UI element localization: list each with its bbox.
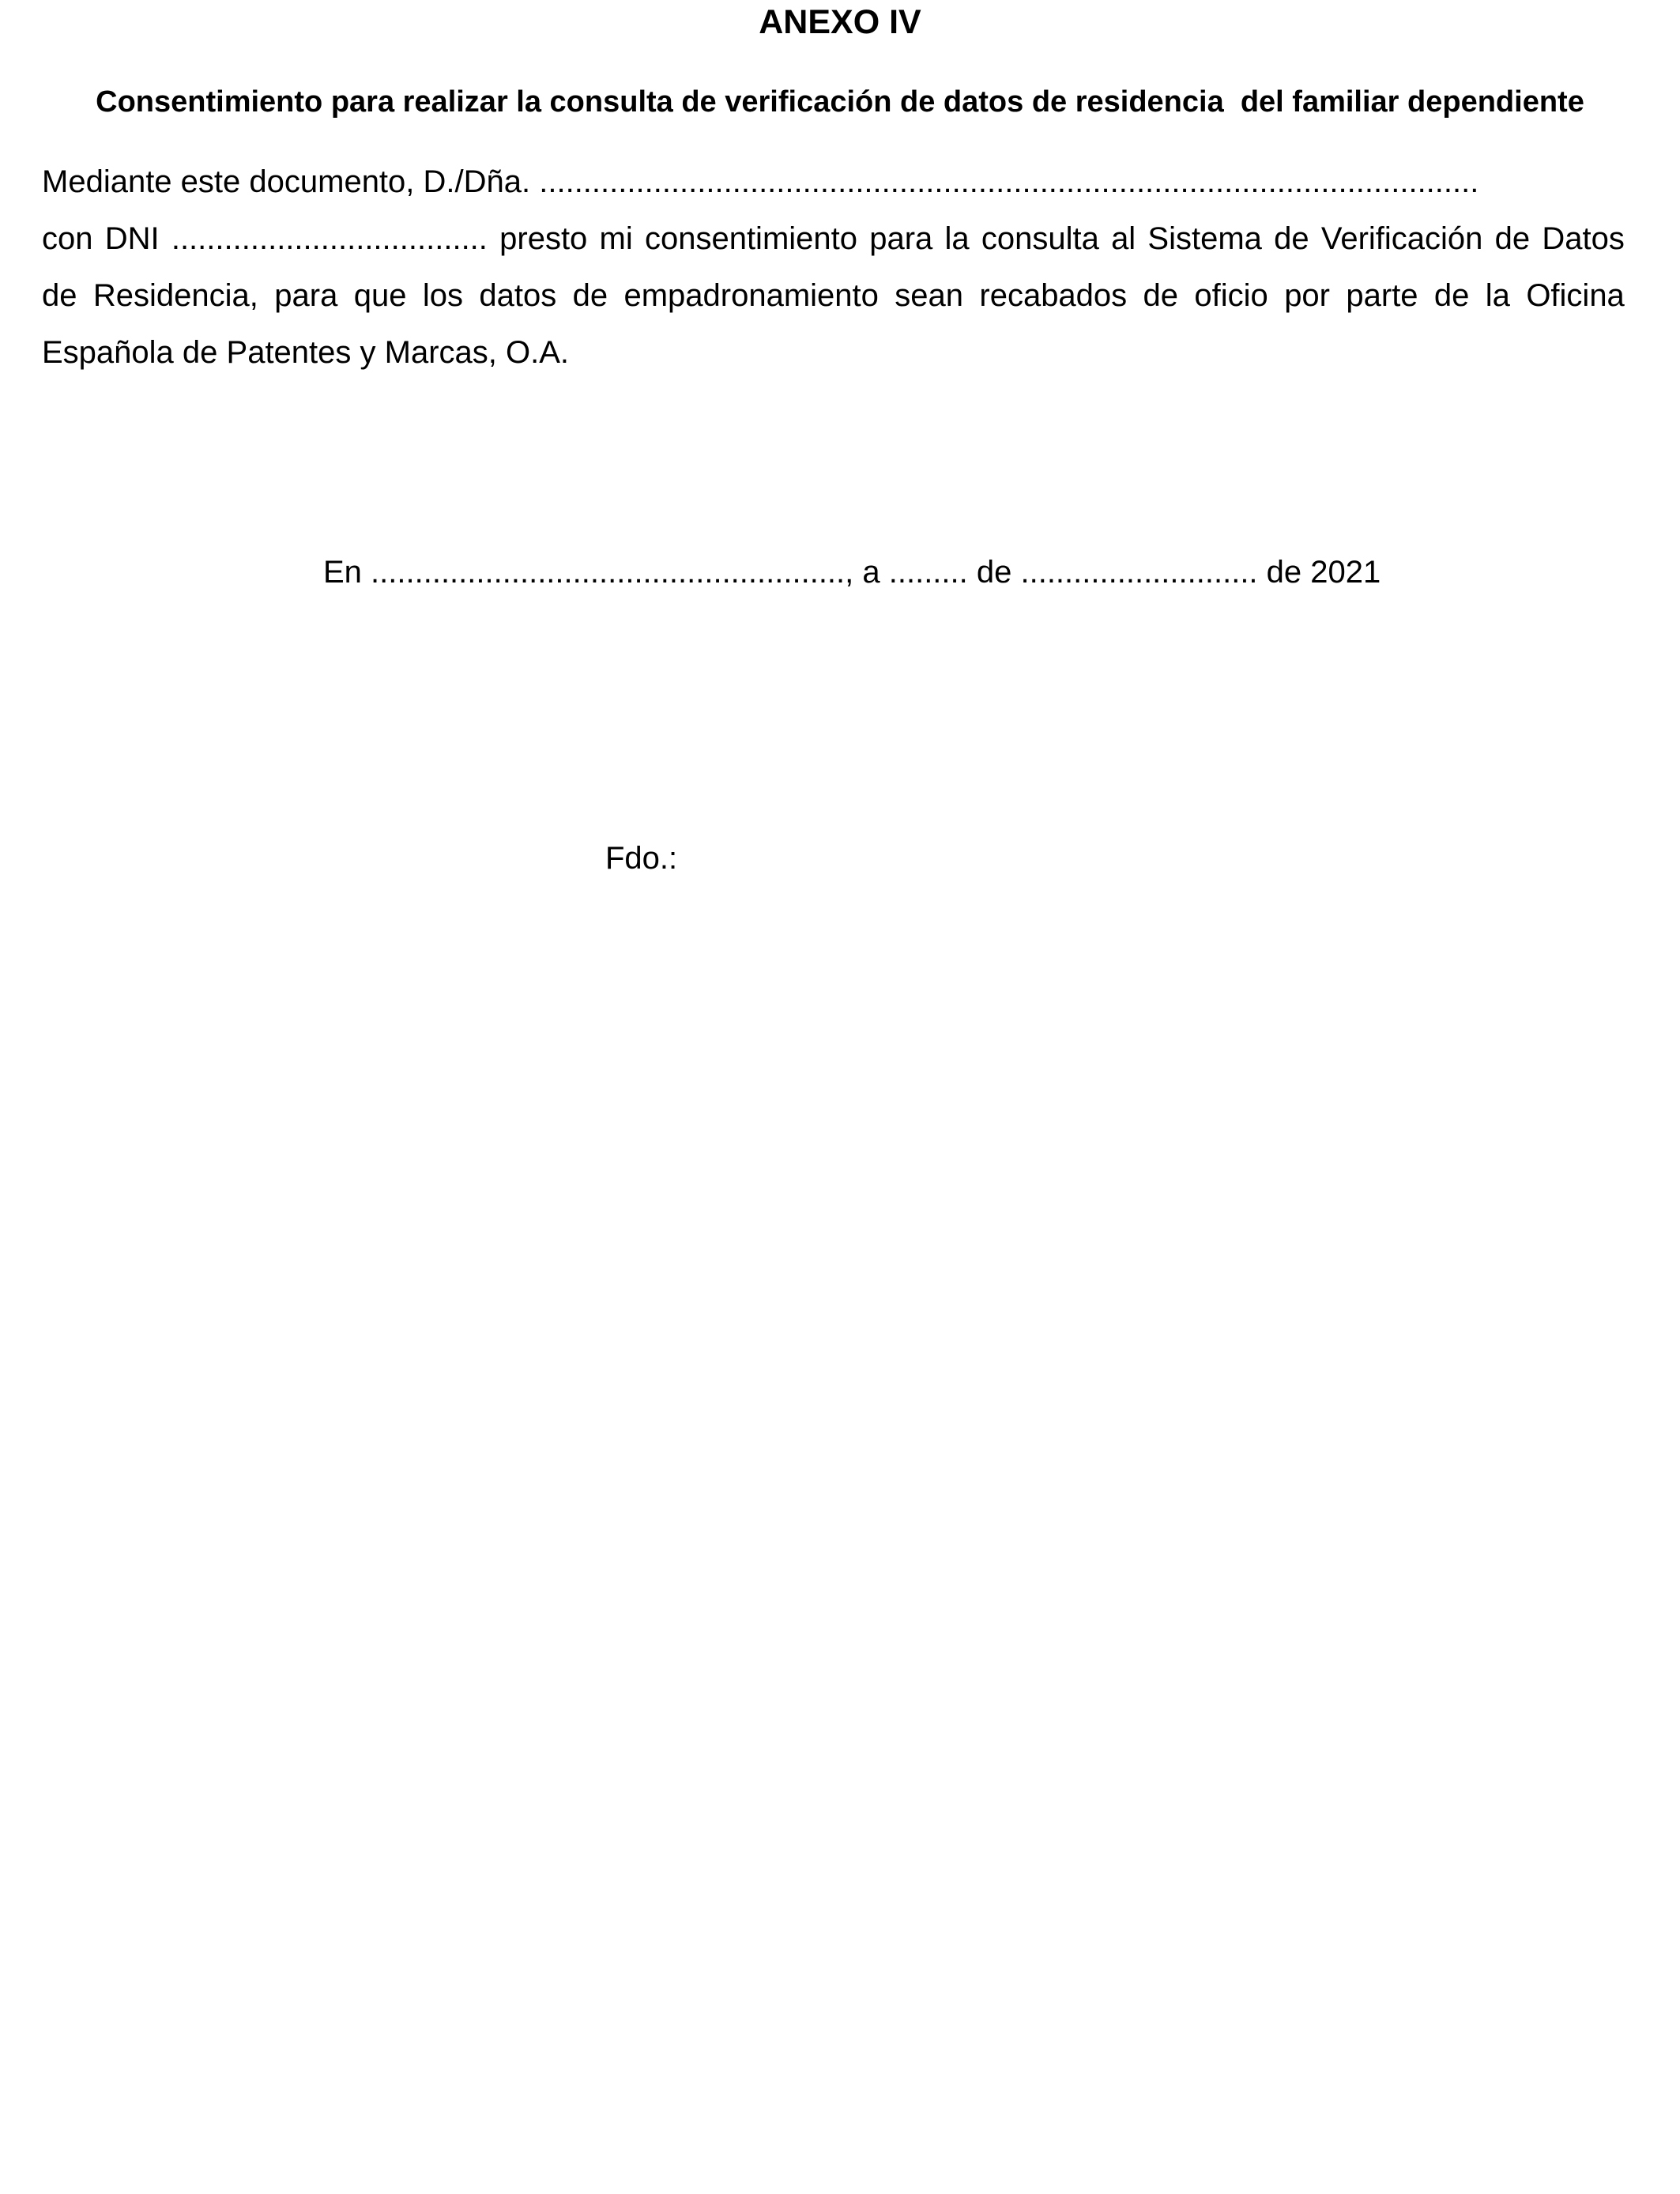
word: los bbox=[422, 278, 463, 313]
document-subtitle: Consentimiento para realizar la consulta de verificación de datos de residencia del familiar dependiente bbox=[96, 85, 1584, 119]
word: de bbox=[572, 278, 608, 313]
word: la bbox=[1485, 278, 1510, 313]
word: presto bbox=[499, 221, 588, 256]
paragraph-line-office: Española de Patentes y Marcas, O.A. bbox=[42, 335, 570, 370]
word: con bbox=[42, 221, 93, 256]
word: datos bbox=[479, 278, 557, 313]
word: parte bbox=[1346, 278, 1418, 313]
word: Oficina bbox=[1526, 278, 1625, 313]
word: mi bbox=[599, 221, 633, 256]
word: de bbox=[1143, 278, 1179, 313]
word: que bbox=[353, 278, 407, 313]
word: de bbox=[1433, 278, 1470, 313]
word: DNI bbox=[104, 221, 160, 256]
word: consentimiento bbox=[644, 221, 857, 256]
word: al bbox=[1111, 221, 1136, 256]
word: Datos bbox=[1542, 221, 1625, 256]
word: Verificación bbox=[1320, 221, 1483, 256]
word: de bbox=[42, 278, 77, 313]
word: Sistema bbox=[1147, 221, 1262, 256]
word: Residencia, bbox=[92, 278, 258, 313]
paragraph-line-name: Mediante este documento, D./Dña. ........................................................................................................... bbox=[42, 164, 1479, 199]
word: sean bbox=[895, 278, 963, 313]
paragraph-line-residence bbox=[42, 267, 1625, 324]
word: por bbox=[1284, 278, 1330, 313]
word: empadronamiento bbox=[623, 278, 879, 313]
consent-paragraph bbox=[42, 153, 1625, 381]
place-date-line: En ......................................................, a ......... de ........................... de 2021 bbox=[323, 555, 1381, 590]
word: consulta bbox=[981, 221, 1099, 256]
word: de bbox=[1494, 221, 1531, 256]
signature-label: Fdo.: bbox=[605, 841, 678, 876]
word: de bbox=[1274, 221, 1309, 256]
word: oficio bbox=[1194, 278, 1268, 313]
paragraph-line-dni bbox=[42, 210, 1625, 267]
word: recabados bbox=[979, 278, 1128, 313]
word: .................................... bbox=[171, 221, 488, 256]
word: la bbox=[944, 221, 970, 256]
document-title: ANEXO IV bbox=[759, 3, 921, 41]
word: para bbox=[869, 221, 933, 256]
word: para bbox=[274, 278, 338, 313]
